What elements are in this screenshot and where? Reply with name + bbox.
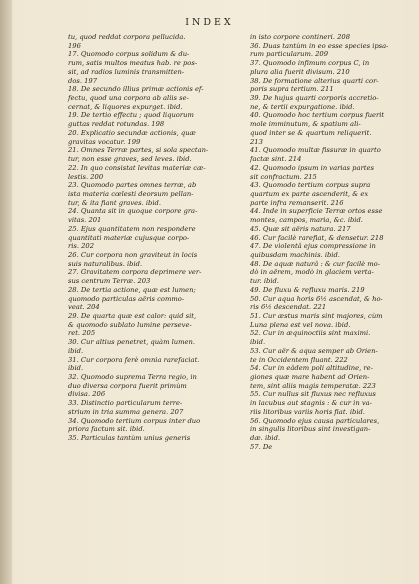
index-line: 38. De formatione alterius quarti cor- <box>250 76 379 85</box>
index-line: 22. In quo consistat levitas materiæ cæ- <box>68 163 206 172</box>
index-line: dò in aërem, modò in glaciem verta- <box>250 268 374 277</box>
index-line: lestis. 200 <box>68 172 104 181</box>
index-line: 24. Quanta sit in quoque corpore gra- <box>68 207 198 216</box>
index-line: cernat, & liquores expurget. ibid. <box>68 102 183 111</box>
index-line: 54. Cur in eâdem poli altitudine, re- <box>250 364 373 373</box>
index-line: 36. Duas tantùm in eo esse species ipsa- <box>250 41 389 50</box>
index-line: 55. Cur nullus sit fluxus nec refluxus <box>250 390 376 399</box>
index-line: 17. Quomodo corpus solidum & du- <box>68 50 190 59</box>
index-line: 44. Inde in superficie Terræ ortos esse <box>250 207 383 216</box>
index-line: sit, ad radios luminis transmitten- <box>68 67 185 76</box>
index-line: ret. 205 <box>68 329 96 338</box>
index-line: plura alia fuerit divisum. 210 <box>250 67 350 76</box>
page-header: INDEX <box>185 17 234 28</box>
index-line: tur, non esse graves, sed leves. ibid. <box>68 155 192 164</box>
index-line: riis litoribus variis horis fiat. ibid. <box>250 407 365 416</box>
index-line: divisa. 206 <box>68 390 106 399</box>
index-line: & quomodo sublato lumine perseve- <box>68 320 192 329</box>
index-line: te in Occidentem fluant. 222 <box>250 355 348 364</box>
index-line: in isto corpore contineri. 208 <box>250 33 350 41</box>
index-line: tu, quod reddat corpora pellucida. <box>68 33 186 41</box>
index-line: 45. Quæ sit aëris natura. 217 <box>250 224 351 233</box>
index-line: 40. Quomodo hoc tertium corpus fuerit <box>250 111 385 120</box>
index-line: tur, & ita fiant graves. ibid. <box>68 198 162 207</box>
index-line: ibid. <box>250 338 266 347</box>
left-index-column <box>68 33 238 443</box>
index-line: Luna plena est vel nova. ibid. <box>250 320 351 329</box>
index-line: mole imminutum, & spatium ali- <box>250 120 361 129</box>
index-line: guttas reddat rotundas. 198 <box>68 120 165 129</box>
index-line: 23. Quomodo partes omnes terræ, ab <box>68 181 197 190</box>
index-line: sit confractum. 215 <box>250 172 317 181</box>
index-line: 49. De fluxu & refluxu maris. 219 <box>250 285 365 294</box>
index-line: quod inter se & quartum reliquerit. <box>250 128 372 137</box>
right-index-column <box>250 33 415 452</box>
index-line: 20. Explicatio secundæ actionis, quæ <box>68 128 196 137</box>
index-line: ibid. <box>68 346 84 355</box>
index-line: 28. De tertia actione, quæ est lumen; <box>68 285 196 294</box>
index-line: ista materia cœlesti deorsum pellan- <box>68 189 194 198</box>
index-line: rum, satis multos meatus hab. re pos- <box>68 59 198 68</box>
index-line: quibusdam machinis. ibid. <box>250 250 340 259</box>
index-line: gravitas vocatur. 199 <box>68 137 141 146</box>
index-line: dos. 197 <box>68 76 98 85</box>
index-line: rum particularum. 209 <box>250 50 329 59</box>
index-line: 47. De violentâ ejus compressione in <box>250 242 376 251</box>
index-line: 26. Cur corpora non graviteut in locis <box>68 250 198 259</box>
index-line: poris supra tertium. 211 <box>250 85 334 94</box>
index-line: ris 6½ descendat. 221 <box>250 303 327 312</box>
index-line: 43. Quomodo tertium corpus supra <box>250 181 371 190</box>
index-line: dæ. ibid. <box>250 434 281 443</box>
index-line: 42. Quomodo ipsum in varias partes <box>250 163 374 172</box>
index-line: veat. 204 <box>68 303 100 312</box>
index-line: montes, campos, maria, &c. ibid. <box>250 216 363 225</box>
index-line: 50. Cur aqua horis 6½ ascendat, & ho- <box>250 294 383 303</box>
index-line: 46. Cur facilè rarefiat, & densetur. 218 <box>250 233 384 242</box>
index-line: 33. Distinctio particularum terre- <box>68 399 183 408</box>
index-line: 51. Cur æstus maris sint majores, cùm <box>250 312 383 320</box>
index-line: 19. De tertio effectu ; quod liquorum <box>68 111 194 120</box>
index-line: 213 <box>250 137 263 146</box>
index-line: ne, & tertii expurgatione. ibid. <box>250 102 355 111</box>
index-line: 29. De quarta quæ est calor: quid sit, <box>68 312 197 320</box>
index-line: priora factum sit. ibid. <box>68 425 145 434</box>
index-line: 53. Cur aër & aqua semper ab Orien- <box>250 346 378 355</box>
index-line: quartum ex parte ascenderit, & ex <box>250 189 369 198</box>
index-line: ibid. <box>68 364 84 373</box>
index-line: 48. De aquæ naturâ : & cur facilè mo- <box>250 259 381 268</box>
index-line: 57. De <box>250 442 273 451</box>
index-line: in singulis litoribus sint investigan- <box>250 425 371 434</box>
index-line: 32. Quomodo suprema Terra regio, in <box>68 373 197 382</box>
index-line: quomodo particulas aëris commo- <box>68 294 185 303</box>
index-line: in lacubus aut stagnis : & cur in va- <box>250 399 372 408</box>
index-line: 25. Ejus quantitatem non respondere <box>68 224 196 233</box>
index-line: vitas. 201 <box>68 216 102 225</box>
page-binding-shadow <box>0 0 12 584</box>
index-line: quantitati materiæ cujusque corpo- <box>68 233 190 242</box>
index-line: sus centrum Terræ. 203 <box>68 277 151 286</box>
index-line: tem, sint aliis magis temperatæ. 223 <box>250 381 376 390</box>
index-line: 21. Omnes Terræ partes, si sola spectan- <box>68 146 209 155</box>
index-line: 56. Quomodo ejus causa particulares, <box>250 416 380 425</box>
index-line: factæ sint. 214 <box>250 155 302 164</box>
index-line: 35. Particulas tantùm unius generis <box>68 434 191 443</box>
index-line: tur. ibid. <box>250 277 279 286</box>
index-line: parte infra remanserit. 216 <box>250 198 344 207</box>
index-line: 37. Quomodo infimum corpus C, in <box>250 59 370 68</box>
index-line: suis naturalibus. ibid. <box>68 259 143 268</box>
index-line: fectu, quod una corpora ab aliis se- <box>68 94 189 103</box>
index-line: 196 <box>68 41 81 50</box>
index-line: 31. Cur corpora ferè omnia rarefaciat. <box>68 355 200 364</box>
index-line: 30. Cur altius penetret, quàm lumen. <box>68 338 196 347</box>
index-line: 41. Quomodo multæ fissuræ in quarto <box>250 146 381 155</box>
index-line: strium in tria summa genera. 207 <box>68 407 184 416</box>
index-line: 34. Quomodo tertium corpus inter duo <box>68 416 201 425</box>
index-line: giones quæ mare habent ad Orien- <box>250 373 370 382</box>
index-line: 18. De secundo illius primæ actionis ef- <box>68 85 204 94</box>
index-line: ris. 202 <box>68 242 95 251</box>
index-line: 27. Gravitatem corpora deprimere ver- <box>68 268 202 277</box>
index-line: 39. De hujus quarti corporis accretio- <box>250 94 379 103</box>
index-line: 52. Cur in æquinoctiis sint maximi. <box>250 329 371 338</box>
index-line: duo diversa corpora fuerit primùm <box>68 381 187 390</box>
